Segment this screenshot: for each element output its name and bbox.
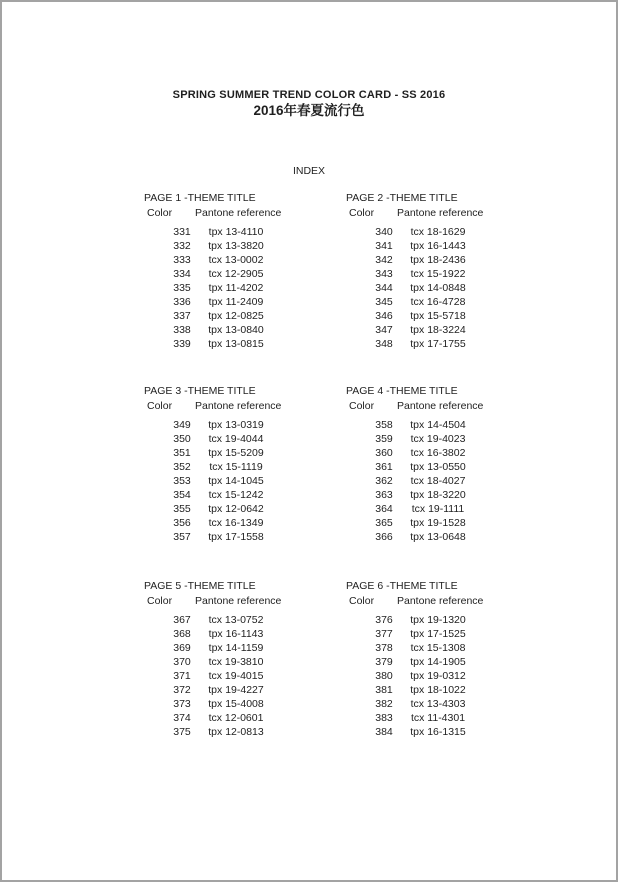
color-number-cell: 357 [173, 530, 191, 543]
pantone-reference-cell: tpx 17-1755 [410, 337, 466, 350]
pantone-reference-cell: tcx 15-1242 [208, 488, 264, 501]
document-subtitle-chinese: 2016年春夏流行色 [253, 103, 365, 118]
table-row [346, 502, 536, 516]
pantone-reference-cell: tcx 16-4728 [410, 295, 466, 308]
color-number-cell: 333 [173, 253, 191, 266]
color-number-cell: 358 [375, 418, 393, 431]
pantone-reference-cell: tpx 11-4202 [208, 281, 264, 294]
pantone-reference-cell: tpx 18-3224 [410, 323, 466, 336]
table-row [144, 239, 334, 253]
pantone-reference-cell: tpx 13-0840 [208, 323, 264, 336]
color-number-cell: 346 [375, 309, 393, 322]
section-page-4 [346, 385, 536, 544]
table-row [144, 516, 334, 530]
pantone-reference-cell: tcx 19-3810 [208, 655, 264, 668]
color-column-header: Color [147, 206, 173, 219]
color-number-cell: 373 [173, 697, 191, 710]
pantone-reference-cell: tcx 13-0752 [208, 613, 264, 626]
table-row [144, 697, 334, 711]
table-row [346, 516, 536, 530]
color-number-cell: 355 [173, 502, 191, 515]
color-number-cell: 351 [173, 446, 191, 459]
table-row [346, 253, 536, 267]
table-row [144, 323, 334, 337]
color-column-header: Color [147, 399, 173, 412]
table-row [346, 488, 536, 502]
pantone-reference-cell: tpx 16-1443 [410, 239, 466, 252]
section-page-1 [144, 192, 334, 351]
section-header: PAGE 5 -THEME TITLE [144, 580, 256, 592]
color-table [144, 613, 334, 739]
table-row [144, 225, 334, 239]
table-row [346, 295, 536, 309]
color-number-cell: 367 [173, 613, 191, 626]
color-table [144, 225, 334, 351]
table-row [346, 309, 536, 323]
column-header-row [346, 206, 536, 220]
pantone-reference-cell: tcx 13-4303 [410, 697, 466, 710]
table-row [144, 281, 334, 295]
pantone-reference-cell: tcx 19-4023 [410, 432, 466, 445]
section-page-6 [346, 580, 536, 739]
color-number-cell: 366 [375, 530, 393, 543]
table-row [346, 323, 536, 337]
table-row [346, 337, 536, 351]
table-row [346, 281, 536, 295]
table-row [346, 627, 536, 641]
pantone-reference-cell: tcx 15-1922 [410, 267, 466, 280]
color-number-cell: 381 [375, 683, 393, 696]
table-row [346, 641, 536, 655]
color-number-cell: 368 [173, 627, 191, 640]
color-table [144, 418, 334, 544]
color-column-header: Color [349, 594, 375, 607]
pantone-column-header: Pantone reference [195, 594, 282, 607]
table-row [346, 225, 536, 239]
color-number-cell: 347 [375, 323, 393, 336]
table-row [144, 655, 334, 669]
pantone-reference-cell: tcx 16-1349 [208, 516, 264, 529]
pantone-column-header: Pantone reference [195, 206, 282, 219]
pantone-reference-cell: tpx 18-1022 [410, 683, 466, 696]
color-number-cell: 380 [375, 669, 393, 682]
pantone-reference-cell: tpx 14-1159 [208, 641, 264, 654]
table-row [346, 432, 536, 446]
pantone-reference-cell: tpx 17-1558 [208, 530, 264, 543]
section-header: PAGE 4 -THEME TITLE [346, 385, 458, 397]
color-number-cell: 376 [375, 613, 393, 626]
color-number-cell: 331 [173, 225, 191, 238]
table-row [346, 669, 536, 683]
pantone-reference-cell: tcx 16-3802 [410, 446, 466, 459]
color-number-cell: 369 [173, 641, 191, 654]
color-number-cell: 379 [375, 655, 393, 668]
color-number-cell: 332 [173, 239, 191, 252]
pantone-reference-cell: tpx 13-0550 [410, 460, 466, 473]
table-row [346, 711, 536, 725]
pantone-reference-cell: tcx 19-4044 [208, 432, 264, 445]
pantone-reference-cell: tpx 11-2409 [208, 295, 264, 308]
color-table [346, 418, 536, 544]
color-number-cell: 348 [375, 337, 393, 350]
table-row [144, 446, 334, 460]
table-row [346, 474, 536, 488]
table-row [346, 446, 536, 460]
color-number-cell: 340 [375, 225, 393, 238]
color-number-cell: 350 [173, 432, 191, 445]
pantone-reference-cell: tpx 13-0648 [410, 530, 466, 543]
color-number-cell: 383 [375, 711, 393, 724]
color-number-cell: 359 [375, 432, 393, 445]
color-number-cell: 372 [173, 683, 191, 696]
pantone-reference-cell: tpx 19-1320 [410, 613, 466, 626]
color-number-cell: 356 [173, 516, 191, 529]
table-row [144, 460, 334, 474]
color-number-cell: 377 [375, 627, 393, 640]
color-number-cell: 375 [173, 725, 191, 738]
pantone-reference-cell: tpx 13-0319 [208, 418, 264, 431]
section-header: PAGE 6 -THEME TITLE [346, 580, 458, 592]
pantone-reference-cell: tcx 12-2905 [208, 267, 264, 280]
section-page-3 [144, 385, 334, 544]
color-number-cell: 353 [173, 474, 191, 487]
pantone-reference-cell: tcx 12-0601 [208, 711, 264, 724]
pantone-reference-cell: tpx 15-5209 [208, 446, 264, 459]
pantone-reference-cell: tpx 12-0813 [208, 725, 264, 738]
column-header-row [346, 399, 536, 413]
color-number-cell: 360 [375, 446, 393, 459]
pantone-column-header: Pantone reference [195, 399, 282, 412]
section-header: PAGE 1 -THEME TITLE [144, 192, 256, 204]
pantone-reference-cell: tpx 19-0312 [410, 669, 466, 682]
table-row [346, 239, 536, 253]
pantone-reference-cell: tpx 13-4110 [208, 225, 264, 238]
color-number-cell: 361 [375, 460, 393, 473]
color-number-cell: 370 [173, 655, 191, 668]
pantone-reference-cell: tpx 15-5718 [410, 309, 466, 322]
color-number-cell: 335 [173, 281, 191, 294]
pantone-reference-cell: tpx 12-0642 [208, 502, 264, 515]
table-row [346, 697, 536, 711]
pantone-reference-cell: tpx 14-1905 [410, 655, 466, 668]
pantone-reference-cell: tpx 18-3220 [410, 488, 466, 501]
table-row [346, 725, 536, 739]
color-number-cell: 342 [375, 253, 393, 266]
color-table [346, 225, 536, 351]
color-number-cell: 341 [375, 239, 393, 252]
color-number-cell: 349 [173, 418, 191, 431]
table-row [144, 309, 334, 323]
pantone-reference-cell: tpx 14-4504 [410, 418, 466, 431]
table-row [346, 267, 536, 281]
color-number-cell: 337 [173, 309, 191, 322]
table-row [144, 627, 334, 641]
table-row [346, 418, 536, 432]
color-number-cell: 374 [173, 711, 191, 724]
pantone-reference-cell: tpx 14-1045 [208, 474, 264, 487]
color-number-cell: 365 [375, 516, 393, 529]
color-number-cell: 344 [375, 281, 393, 294]
color-number-cell: 343 [375, 267, 393, 280]
pantone-reference-cell: tpx 13-3820 [208, 239, 264, 252]
title-block [2, 88, 616, 119]
pantone-reference-cell: tcx 18-4027 [410, 474, 466, 487]
document-title: SPRING SUMMER TREND COLOR CARD - SS 2016 [172, 89, 446, 101]
section-page-5 [144, 580, 334, 739]
color-column-header: Color [147, 594, 173, 607]
pantone-column-header: Pantone reference [397, 399, 484, 412]
column-header-row [144, 399, 334, 413]
pantone-reference-cell: tpx 17-1525 [410, 627, 466, 640]
table-row [144, 669, 334, 683]
color-number-cell: 334 [173, 267, 191, 280]
table-row [144, 530, 334, 544]
pantone-reference-cell: tpx 16-1143 [208, 627, 264, 640]
color-number-cell: 338 [173, 323, 191, 336]
table-row [144, 488, 334, 502]
color-number-cell: 362 [375, 474, 393, 487]
color-number-cell: 345 [375, 295, 393, 308]
table-row [144, 337, 334, 351]
pantone-reference-cell: tpx 19-1528 [410, 516, 466, 529]
pantone-reference-cell: tcx 15-1119 [209, 460, 263, 473]
table-row [144, 267, 334, 281]
pantone-reference-cell: tpx 19-4227 [208, 683, 264, 696]
table-row [144, 725, 334, 739]
table-row [144, 295, 334, 309]
table-row [144, 432, 334, 446]
pantone-reference-cell: tpx 16-1315 [410, 725, 466, 738]
pantone-reference-cell: tcx 11-4301 [410, 711, 466, 724]
pantone-reference-cell: tpx 15-4008 [208, 697, 264, 710]
color-column-header: Color [349, 399, 375, 412]
pantone-reference-cell: tcx 19-4015 [208, 669, 264, 682]
pantone-reference-cell: tpx 18-2436 [410, 253, 466, 266]
table-row [144, 418, 334, 432]
color-number-cell: 382 [375, 697, 393, 710]
color-number-cell: 336 [173, 295, 191, 308]
pantone-reference-cell: tcx 13-0002 [208, 253, 264, 266]
color-column-header: Color [349, 206, 375, 219]
pantone-reference-cell: tpx 14-0848 [410, 281, 466, 294]
table-row [144, 474, 334, 488]
table-row [144, 502, 334, 516]
table-row [144, 253, 334, 267]
pantone-column-header: Pantone reference [397, 594, 484, 607]
color-number-cell: 339 [173, 337, 191, 350]
table-row [346, 530, 536, 544]
color-number-cell: 371 [173, 669, 191, 682]
table-row [346, 613, 536, 627]
pantone-reference-cell: tpx 12-0825 [208, 309, 264, 322]
table-row [144, 711, 334, 725]
section-header: PAGE 2 -THEME TITLE [346, 192, 458, 204]
color-number-cell: 384 [375, 725, 393, 738]
color-number-cell: 363 [375, 488, 393, 501]
index-heading: INDEX [292, 165, 326, 177]
table-row [346, 655, 536, 669]
pantone-reference-cell: tcx 15-1308 [410, 641, 466, 654]
color-number-cell: 364 [375, 502, 393, 515]
table-row [144, 683, 334, 697]
section-header: PAGE 3 -THEME TITLE [144, 385, 256, 397]
color-number-cell: 352 [173, 460, 191, 473]
table-row [144, 613, 334, 627]
pantone-reference-cell: tcx 19-1111 [411, 502, 465, 515]
table-row [346, 683, 536, 697]
column-header-row [144, 594, 334, 608]
color-number-cell: 354 [173, 488, 191, 501]
section-page-2 [346, 192, 536, 351]
color-table [346, 613, 536, 739]
table-row [144, 641, 334, 655]
column-header-row [144, 206, 334, 220]
pantone-column-header: Pantone reference [397, 206, 484, 219]
pantone-reference-cell: tpx 13-0815 [208, 337, 264, 350]
color-number-cell: 378 [375, 641, 393, 654]
pantone-reference-cell: tcx 18-1629 [410, 225, 466, 238]
table-row [346, 460, 536, 474]
column-header-row [346, 594, 536, 608]
